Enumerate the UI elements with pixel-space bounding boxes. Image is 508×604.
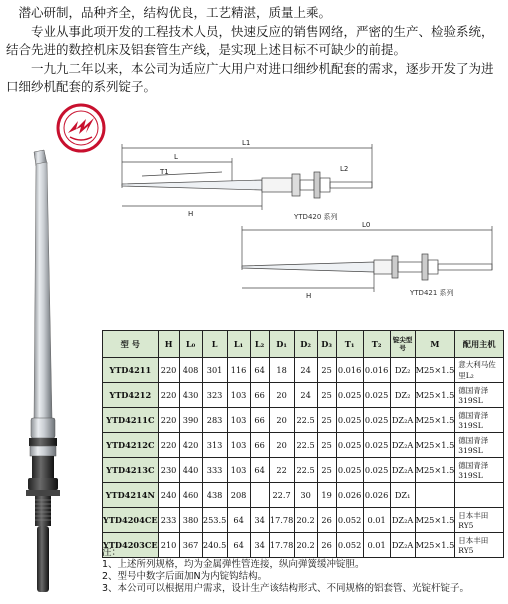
cell-d1: 18	[269, 358, 294, 383]
cell-l0: 430	[179, 383, 202, 408]
cell-t1: 0.025	[336, 433, 363, 458]
intro-text	[6, 4, 504, 96]
dim-label-h-top: H	[188, 210, 194, 218]
cell-l1: 103	[227, 458, 250, 483]
cell-tip: DZ₂	[390, 383, 415, 408]
cell-m: M25×1.5	[415, 458, 455, 483]
cell-d2: 24	[294, 383, 317, 408]
cell-l2	[250, 483, 269, 508]
cell-d1: 20	[269, 433, 294, 458]
header-d3: D₃	[317, 331, 336, 358]
header-l2: L₂	[250, 331, 269, 358]
note-item: 3、本公司可以根据用户需求，设计生产该结构形式、不同规格的铝套管、光锭杆锭子。	[102, 583, 470, 594]
header-l1: L₁	[227, 331, 250, 358]
dim-label-l0: L0	[362, 221, 371, 229]
cell-tip: DZ₂A	[390, 433, 415, 458]
cell-l0: 367	[179, 533, 202, 558]
cell-l1: 116	[227, 358, 250, 383]
cell-t2: 0.016	[363, 358, 390, 383]
company-logo	[56, 103, 106, 153]
cell-model: YTD4211C	[103, 408, 159, 433]
cell-d3: 26	[317, 508, 336, 533]
cell-l: 301	[202, 358, 227, 383]
cell-l0: 420	[179, 433, 202, 458]
cell-model: YTD4204CE	[103, 508, 159, 533]
spec-table	[102, 330, 504, 558]
cell-model: YTD4213C	[103, 458, 159, 483]
table-header-row	[103, 331, 504, 358]
cell-h: 210	[158, 533, 179, 558]
cell-l0: 380	[179, 508, 202, 533]
cell-host: 德国青泽319SL	[455, 433, 504, 458]
spindle-illustration	[14, 148, 74, 600]
intro-line-1: 潜心研制，品种齐全，结构优良，工艺精湛，质量上乘。	[18, 5, 332, 20]
cell-h: 233	[158, 508, 179, 533]
dim-label-l: L	[174, 153, 178, 161]
header-l0: L₀	[179, 331, 202, 358]
cell-t2: 0.026	[363, 483, 390, 508]
cell-d1: 17.78	[269, 508, 294, 533]
cell-l: 438	[202, 483, 227, 508]
drawing-caption-top: YTD420 系列	[294, 213, 338, 221]
cell-d1: 22.7	[269, 483, 294, 508]
cell-t2: 0.025	[363, 458, 390, 483]
header-t1: T₁	[336, 331, 363, 358]
dim-label-l1: L1	[242, 139, 251, 147]
cell-host: 日本丰田RY5	[455, 533, 504, 558]
cell-l: 283	[202, 408, 227, 433]
intro-paragraph-3: 一九九二年以来，本公司为适应广大用户对进口细纱机配套的需求，逐步开发了为进口细纱机配套的系列锭子。	[6, 61, 494, 94]
dim-label-h-bottom: H	[306, 292, 312, 300]
cell-l1: 103	[227, 383, 250, 408]
cell-l: 333	[202, 458, 227, 483]
note-item: 2、型号中数字后面加N为内锭钩结构。	[102, 571, 268, 582]
cell-t1: 0.025	[336, 383, 363, 408]
cell-d2: 24	[294, 358, 317, 383]
cell-d3: 25	[317, 408, 336, 433]
cell-l2: 66	[250, 433, 269, 458]
cell-model: YTD4214N	[103, 483, 159, 508]
cell-d1: 22	[269, 458, 294, 483]
cell-d2: 20.2	[294, 508, 317, 533]
header-model: 型 号	[103, 331, 159, 358]
notes-section	[102, 547, 502, 595]
cell-m: M25×1.5	[415, 408, 455, 433]
cell-d1: 20	[269, 408, 294, 433]
table-row	[103, 358, 504, 383]
cell-l2: 64	[250, 358, 269, 383]
cell-h: 230	[158, 458, 179, 483]
cell-d1: 17.78	[269, 533, 294, 558]
cell-l: 323	[202, 383, 227, 408]
cell-tip: DZ₂A	[390, 508, 415, 533]
header-h: H	[158, 331, 179, 358]
cell-t1: 0.052	[336, 533, 363, 558]
cell-l1: 103	[227, 433, 250, 458]
cell-l: 240.5	[202, 533, 227, 558]
cell-l0: 408	[179, 358, 202, 383]
cell-host: 德国青泽319SL	[455, 383, 504, 408]
cell-d2: 30	[294, 483, 317, 508]
cell-m	[415, 483, 455, 508]
cell-d2: 20.2	[294, 533, 317, 558]
dim-label-l2: L2	[340, 165, 349, 173]
cell-m: M25×1.5	[415, 358, 455, 383]
cell-host: 意大利马佐里L₂	[455, 358, 504, 383]
cell-d3: 25	[317, 383, 336, 408]
cell-l0: 390	[179, 408, 202, 433]
cell-l1: 64	[227, 508, 250, 533]
header-d1: D₁	[269, 331, 294, 358]
cell-t1: 0.016	[336, 358, 363, 383]
cell-host: 德国青泽319SL	[455, 458, 504, 483]
cell-l: 313	[202, 433, 227, 458]
cell-l2: 34	[250, 508, 269, 533]
header-l: L	[202, 331, 227, 358]
cell-host	[455, 483, 504, 508]
intro-paragraph-2: 专业从事此项开发的工程技术人员，快速反应的销售网络，严密的生产、检验系统，结合先进的数控机床及铝套管生产线，是实现上述目标不可缺少的前提。	[6, 24, 494, 57]
cell-l2: 34	[250, 533, 269, 558]
cell-m: M25×1.5	[415, 508, 455, 533]
cell-t2: 0.025	[363, 383, 390, 408]
cell-host: 日本丰田RY5	[455, 508, 504, 533]
drawing-caption-bottom: YTD421 系列	[410, 289, 454, 297]
cell-tip: DZ₁	[390, 483, 415, 508]
cell-t2: 0.01	[363, 533, 390, 558]
cell-d2: 22.5	[294, 458, 317, 483]
technical-drawings	[112, 128, 504, 312]
header-d2: D₂	[294, 331, 317, 358]
cell-t1: 0.052	[336, 508, 363, 533]
cell-t2: 0.025	[363, 408, 390, 433]
cell-h: 220	[158, 358, 179, 383]
cell-t2: 0.025	[363, 433, 390, 458]
cell-t1: 0.025	[336, 458, 363, 483]
cell-model: YTD4212C	[103, 433, 159, 458]
cell-l0: 440	[179, 458, 202, 483]
cell-tip: DZ₂A	[390, 458, 415, 483]
notes-title: 注：	[102, 547, 122, 558]
cell-t1: 0.026	[336, 483, 363, 508]
dim-label-t1: T1	[160, 168, 169, 176]
cell-d2: 22.5	[294, 433, 317, 458]
cell-tip: DZ₂A	[390, 533, 415, 558]
table-row	[103, 433, 504, 458]
cell-h: 220	[158, 383, 179, 408]
cell-t2: 0.01	[363, 508, 390, 533]
cell-m: M25×1.5	[415, 383, 455, 408]
table-row	[103, 483, 504, 508]
cell-l: 253.5	[202, 508, 227, 533]
table-row	[103, 458, 504, 483]
cell-l2: 66	[250, 383, 269, 408]
cell-h: 220	[158, 433, 179, 458]
cell-d2: 22.5	[294, 408, 317, 433]
cell-l1: 103	[227, 408, 250, 433]
cell-d3: 25	[317, 458, 336, 483]
cell-l2: 66	[250, 408, 269, 433]
cell-l2: 64	[250, 458, 269, 483]
cell-d3: 25	[317, 433, 336, 458]
cell-d3: 25	[317, 358, 336, 383]
table-row	[103, 383, 504, 408]
header-t2: T₂	[363, 331, 390, 358]
cell-d3: 26	[317, 533, 336, 558]
cell-h: 240	[158, 483, 179, 508]
cell-l1: 208	[227, 483, 250, 508]
cell-host: 德国青泽319SL	[455, 408, 504, 433]
cell-t1: 0.025	[336, 408, 363, 433]
header-tip-model: 锭尖型号	[390, 331, 415, 358]
note-item: 1、上述所列规格，均为金属弹性管连接，纵向弹簧缓冲锭胆。	[102, 559, 365, 570]
cell-h: 220	[158, 408, 179, 433]
cell-d1: 20	[269, 383, 294, 408]
cell-m: M25×1.5	[415, 533, 455, 558]
cell-m: M25×1.5	[415, 433, 455, 458]
cell-model: YTD4203CE	[103, 533, 159, 558]
cell-tip: DZ₂A	[390, 408, 415, 433]
header-m: M	[415, 331, 455, 358]
cell-tip: DZ₂	[390, 358, 415, 383]
header-host: 配用主机	[455, 331, 504, 358]
cell-model: YTD4211	[103, 358, 159, 383]
cell-model: YTD4212	[103, 383, 159, 408]
cell-l1: 64	[227, 533, 250, 558]
table-row	[103, 508, 504, 533]
table-row	[103, 408, 504, 433]
cell-d3: 19	[317, 483, 336, 508]
cell-l0: 460	[179, 483, 202, 508]
